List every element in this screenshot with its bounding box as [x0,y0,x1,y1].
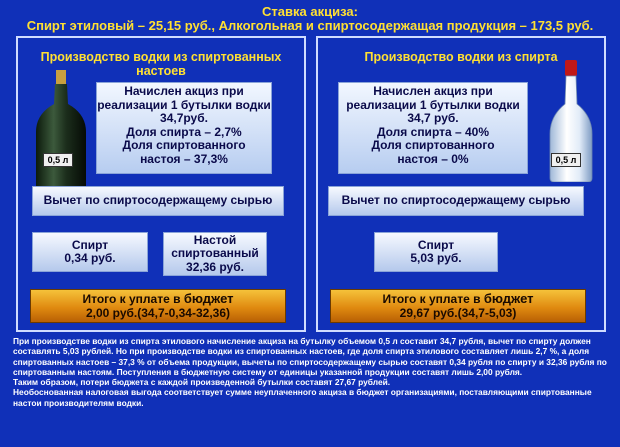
right-info-line: настоя – 0% [397,151,469,166]
left-title-line2: настоев [136,64,186,78]
right-spirit-box [374,232,498,272]
header-title: Ставка акциза: [262,4,358,19]
left-info-line: настоя – 37,3% [140,151,228,166]
right-total-prefix: Итого к уплате в [382,292,484,306]
left-info-box [96,82,272,174]
footer-text [13,336,611,408]
right-info-line: 34,7 руб. [407,111,459,125]
header-subtitle: Спирт этиловый – 25,15 руб., Алкогольная и спиртосодержащая продукция – 173,5 руб. [26,18,594,33]
left-total-word: бюджет [183,291,234,306]
right-spirit-value: 5,03 руб. [410,251,462,265]
left-total-value: 2,00 руб.(34,7-0,34-32,36) [85,306,230,320]
right-info-line: Доля спиртованного [371,138,495,152]
left-infusion-box [163,232,267,276]
right-info-line: Начислен акциз при [373,84,493,98]
left-total-box [30,289,286,323]
left-spirit-label: Спирт [71,237,109,252]
left-spirit-value: 0,34 руб. [64,251,116,265]
right-total-word: бюджет [483,291,534,306]
left-info-line: Доля спирта – 2,7% [126,124,242,139]
right-info-box [338,82,528,174]
left-spirit-box [32,232,148,272]
right-total-box [330,289,586,323]
dark-bottle-icon [26,70,96,190]
right-info-line: Доля спирта – 40% [376,124,490,139]
footer-paragraph-2: Таким образом, потери бюджета с каждой произведенной бутылки составят 27,67 рублей. [13,377,391,388]
left-bottle-label: 0,5 л [43,153,73,167]
footer-paragraph-1: При производстве водки из спирта этилового начисление акциза на бутылку объемом 0,5 л составит 34,7 рубля, вычет по спирту должен составлять 5,03 рублей. Но при производстве водки из спиртованных настоев, где доля спирта этилового составляет лишь 2,7 %, а доля спиртованных настоев – 37,3 % от объема продукции, вычеты по спиртосодержащему сырью составят 0,34 рубля по спирту и 32,36 рубля по спиртованным настоям. Поступления в бюджетную систему от единицы указанной продукции составят лишь 2,00 рубля. [13,336,607,377]
left-info-line: Начислен акциз при [124,84,244,98]
left-infusion-label2: спиртованный [171,246,259,261]
right-bottle-label: 0,5 л [551,153,581,167]
left-infusion-value: 32,36 руб. [186,259,244,274]
left-info-line: реализации 1 бутылки водки [97,97,271,112]
left-info-line: Доля спиртованного [122,138,246,152]
right-deduction-box: Вычет по спиртосодержащему сырью [328,186,584,216]
right-spirit-label: Спирт [417,237,455,252]
left-title-line1: Производство водки из спиртованных [40,50,282,64]
left-info-line: 34,7руб. [160,111,208,125]
right-total-value: 29,67 руб.(34,7-5,03) [399,306,517,320]
left-total-prefix: Итого к уплате в [82,292,184,306]
left-deduction-box: Вычет по спиртосодержащему сырью [32,186,284,216]
left-infusion-label: Настой [193,232,237,247]
footer-paragraph-3: Необоснованная налоговая выгода соответствует сумме неуплаченного акциза в бюджет организациями, поставляющими спиртованные настои производителям водки. [13,387,592,408]
right-info-line: реализации 1 бутылки водки [346,97,520,112]
right-panel-title: Производство водки из спирта [364,50,558,64]
